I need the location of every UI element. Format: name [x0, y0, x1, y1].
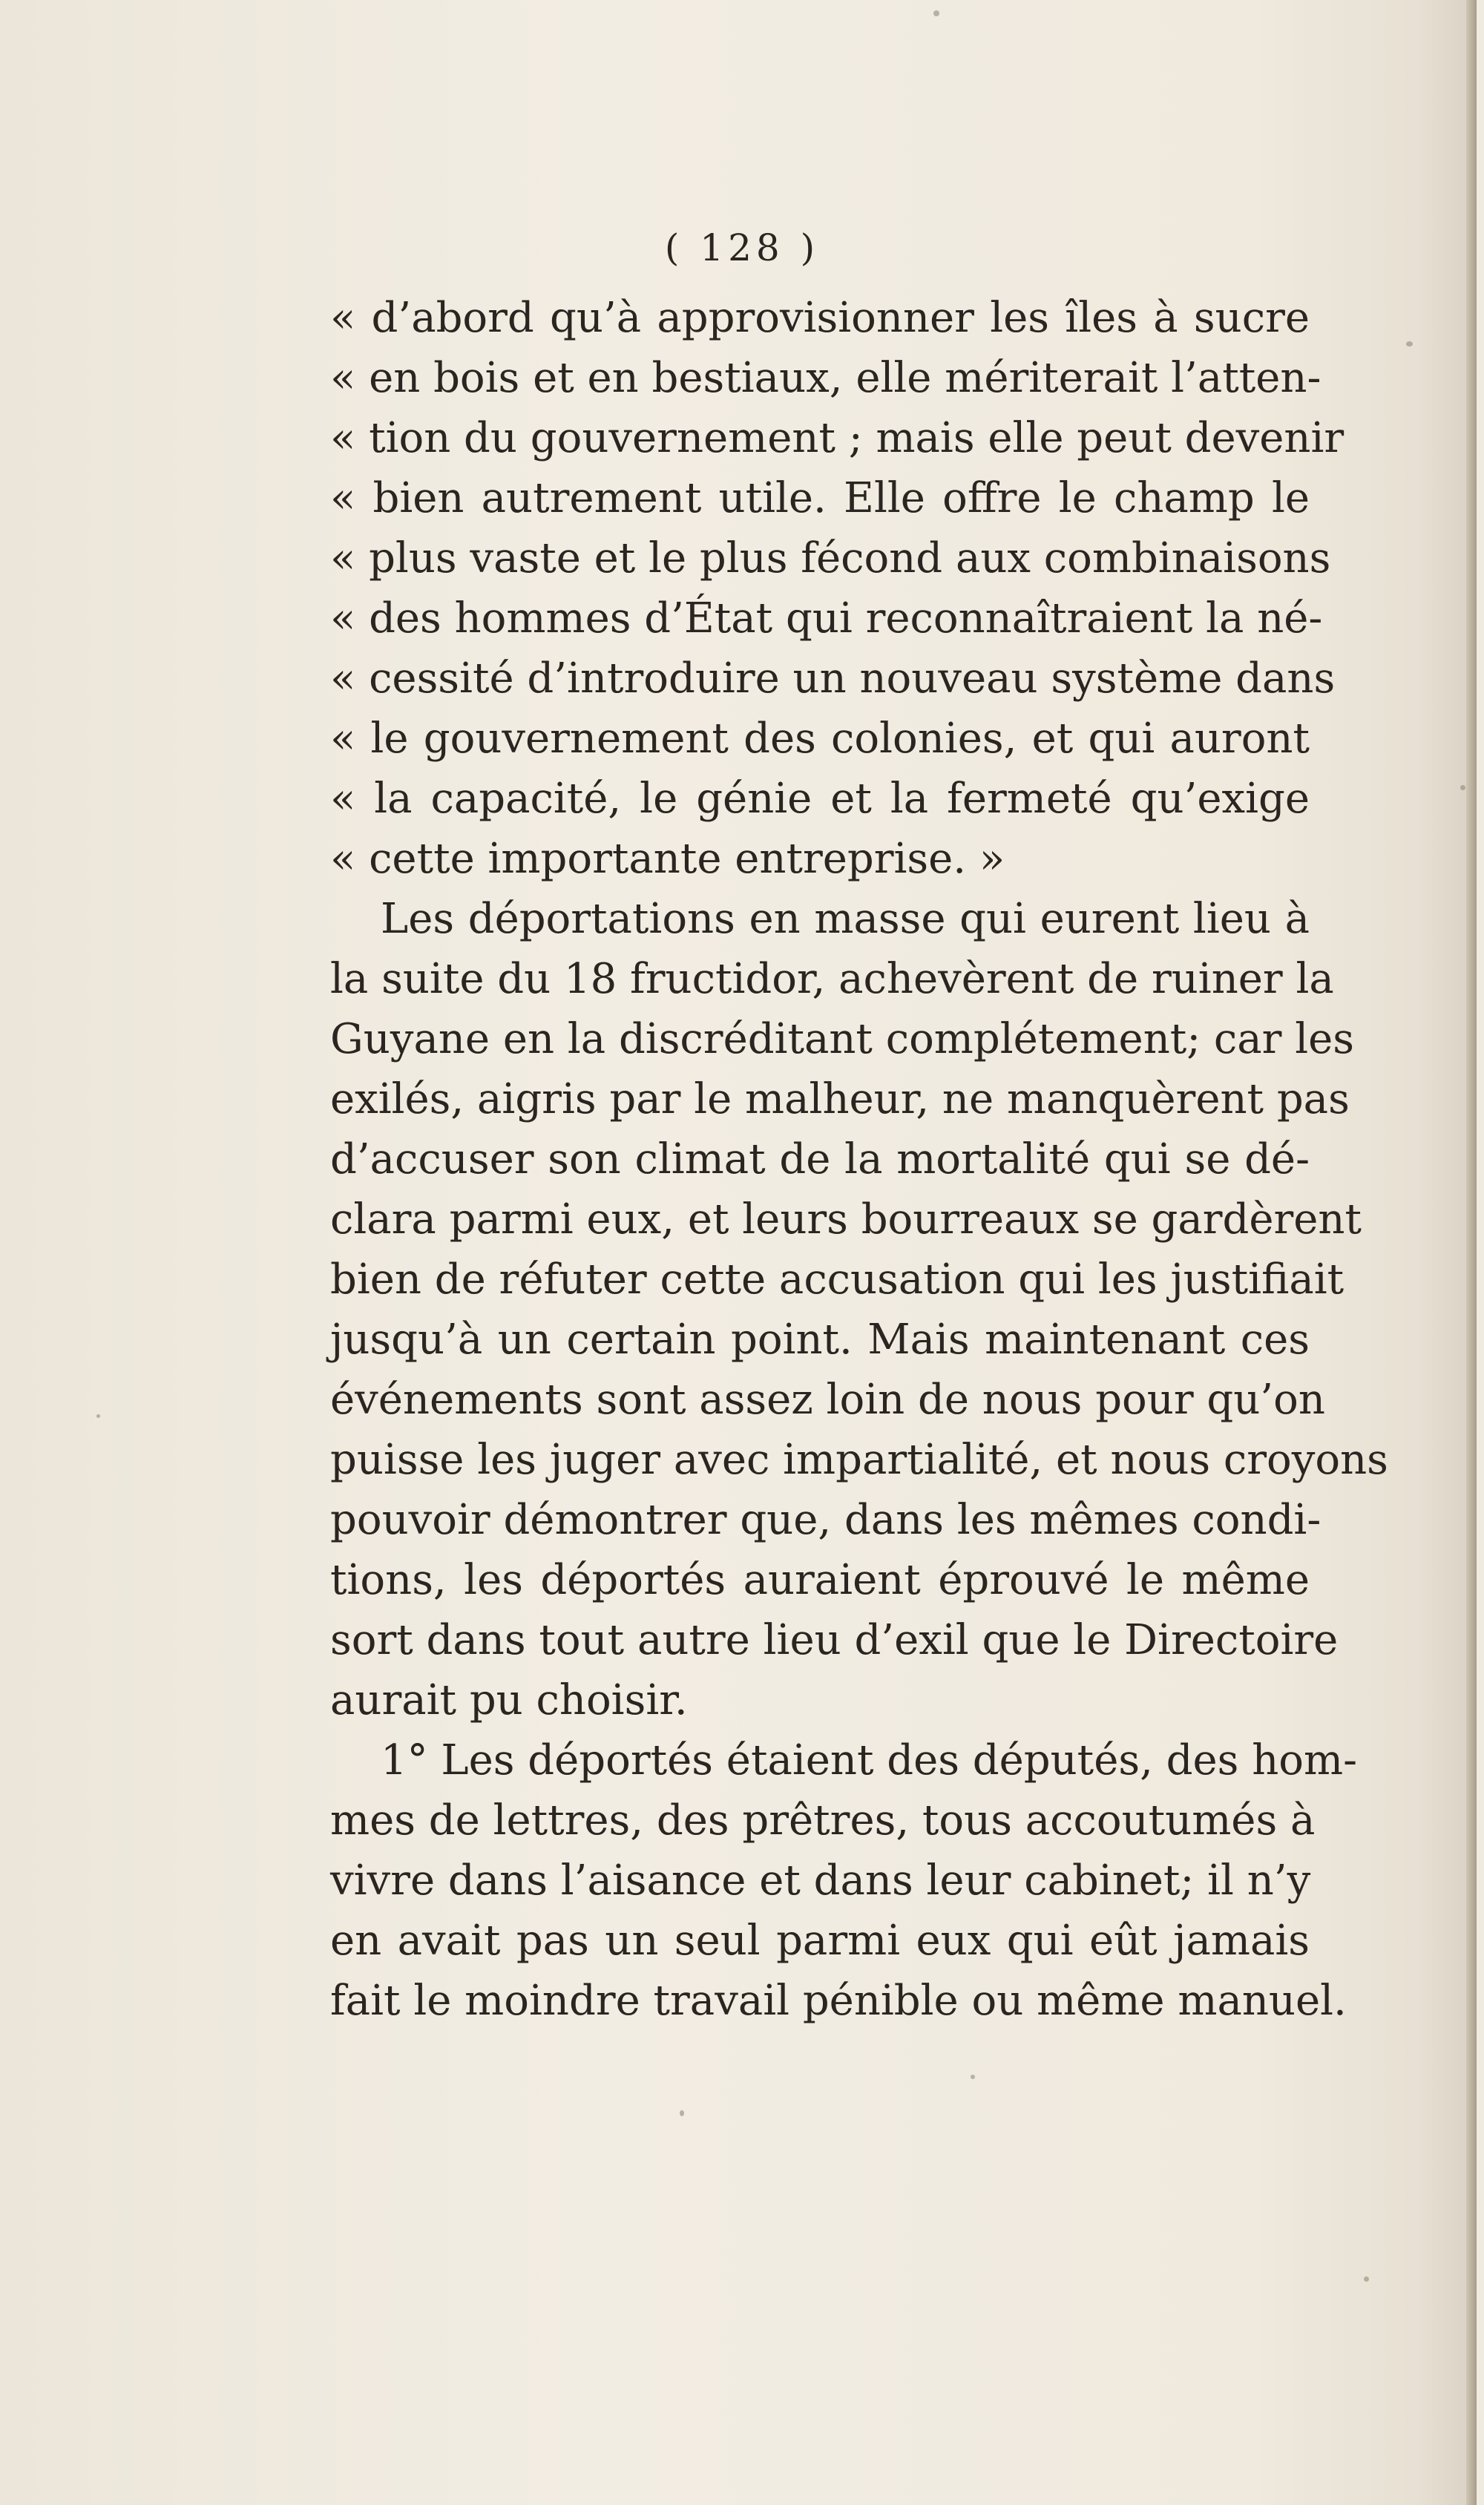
paragraph-line: Guyane en la discréditant complétement; car les	[330, 1015, 1355, 1063]
quote-line: « bien autrement utile. Elle offre le champ le	[330, 474, 1310, 522]
paper-spot	[1364, 2276, 1369, 2282]
paper-spot	[96, 1414, 100, 1418]
paper-spot	[1406, 341, 1413, 347]
quotation-block	[330, 288, 1345, 889]
page-number: ( 128 )	[664, 226, 820, 269]
paragraph-line: puisse les juger avec impartialité, et nous croyons	[330, 1436, 1388, 1484]
paragraph-line: aurait pu choisir.	[330, 1676, 688, 1724]
quote-line: « d’abord qu’à approvisionner les îles à sucre	[330, 294, 1310, 342]
paragraph-line: bien de réfuter cette accusation qui les justifiait	[330, 1255, 1345, 1304]
paragraph-line: sort dans tout autre lieu d’exil que le Directoire	[330, 1616, 1339, 1664]
paragraph-line: mes de lettres, des prêtres, tous accoutumés à	[330, 1796, 1316, 1845]
paragraph-line: 1° Les déportés étaient des députés, des hom-	[381, 1736, 1357, 1785]
paper-spot	[1460, 785, 1465, 790]
paragraph-line: fait le moindre travail pénible ou même manuel.	[330, 1977, 1347, 2025]
page-edge	[1466, 0, 1477, 2505]
paragraph-line: clara parmi eux, et leurs bourreaux se gardèrent	[330, 1195, 1362, 1244]
paragraph-line: jusqu’à un certain point. Mais maintenant ces	[330, 1316, 1310, 1364]
paragraph-deportees	[330, 1730, 1357, 2031]
quote-line: « le gouvernement des colonies, et qui auront	[330, 715, 1310, 763]
quote-line: « des hommes d’État qui reconnaîtraient la né-	[330, 594, 1323, 643]
paper-spot	[933, 10, 939, 16]
paragraph-line: la suite du 18 fructidor, achevèrent de ruiner la	[330, 955, 1334, 1003]
paragraph-line: vivre dans l’aisance et dans leur cabinet; il n’y	[330, 1856, 1311, 1905]
paragraph-deportations	[330, 889, 1388, 1730]
main-text	[330, 288, 1388, 2031]
quote-line: « la capacité, le génie et la fermeté qu’exige	[330, 775, 1310, 823]
paragraph-line: exilés, aigris par le malheur, ne manquèrent pas	[330, 1075, 1350, 1123]
paragraph-line: Les déportations en masse qui eurent lieu à	[381, 895, 1310, 943]
quote-line: « plus vaste et le plus fécond aux combinaisons	[330, 534, 1331, 582]
paragraph-line: pouvoir démontrer que, dans les mêmes condi-	[330, 1496, 1322, 1544]
quote-line: « cessité d’introduire un nouveau système dans	[330, 654, 1336, 703]
paragraph-line: événements sont assez loin de nous pour qu’on	[330, 1376, 1325, 1424]
paragraph-line: d’accuser son climat de la mortalité qui se dé-	[330, 1135, 1310, 1183]
paragraph-line: en avait pas un seul parmi eux qui eût jamais	[330, 1917, 1310, 1965]
quote-line: « en bois et en bestiaux, elle mériterait l’atten-	[330, 354, 1322, 402]
quote-line: « cette importante entreprise. »	[330, 835, 1005, 883]
quote-line: « tion du gouvernement ; mais elle peut devenir	[330, 414, 1345, 462]
paragraph-line: tions, les déportés auraient éprouvé le même	[330, 1556, 1310, 1604]
paper-spot	[971, 2075, 975, 2079]
paper-spot	[680, 2110, 684, 2116]
